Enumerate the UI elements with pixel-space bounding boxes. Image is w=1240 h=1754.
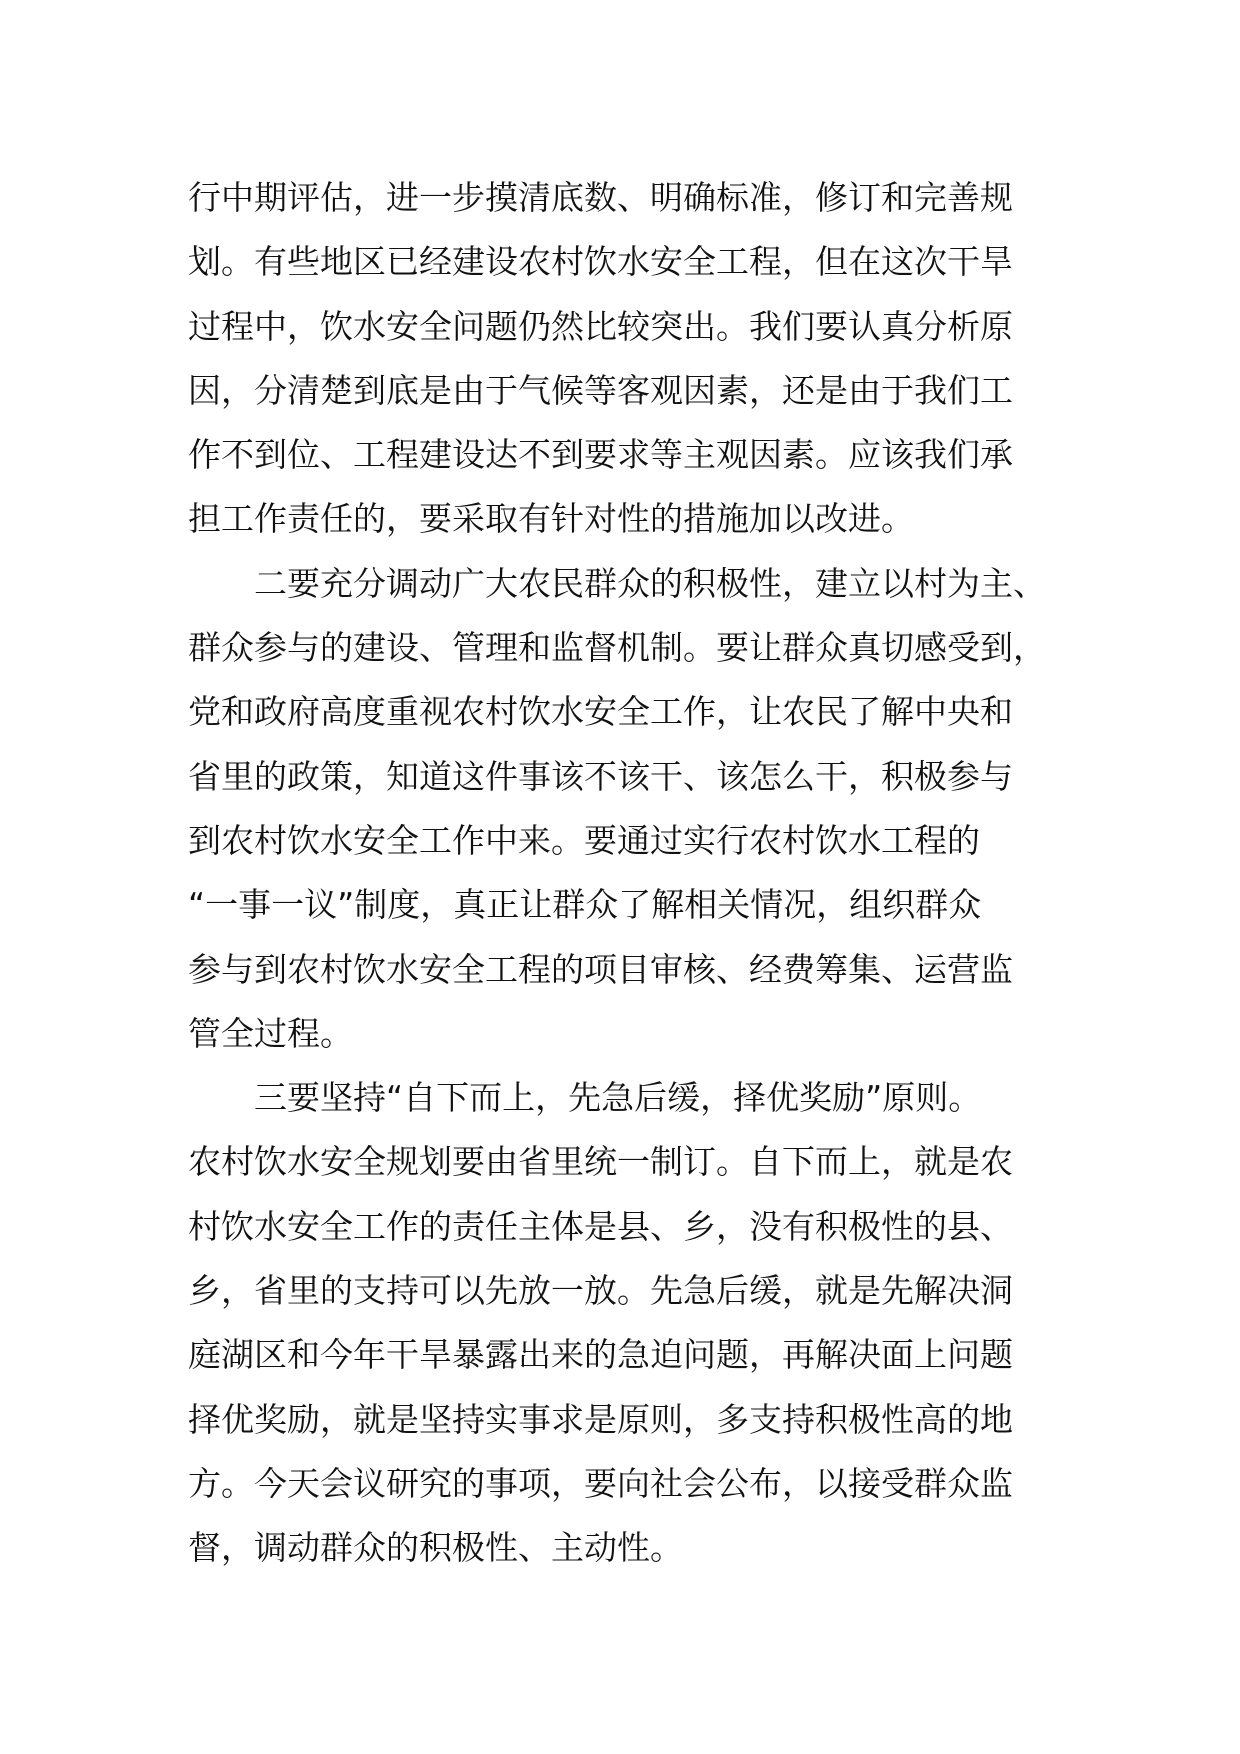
text-line: 管全过程。 <box>188 1013 353 1053</box>
text-line: 参与到农村饮水安全工程的项目审核、经费筹集、运营监 <box>188 949 1013 989</box>
text-line: 乡，省里的支持可以先放一放。先急后缓，就是先解决洞 <box>188 1271 1013 1311</box>
body-text <box>188 166 1078 1581</box>
text-line: 择优奖励，就是坚持实事求是原则，多支持积极性高的地 <box>188 1399 1013 1439</box>
text-line: 村饮水安全工作的责任主体是县、乡，没有积极性的县、 <box>188 1206 1013 1246</box>
paragraph-start-line: 三要坚持“自下而上，先急后缓，择优奖励”原则。 <box>254 1078 982 1118</box>
text-line: 庭湖区和今年干旱暴露出来的急迫问题，再解决面上问题 <box>188 1335 1013 1375</box>
text-line: 过程中，饮水安全问题仍然比较突出。我们要认真分析原 <box>188 306 1013 346</box>
text-line: 督，调动群众的积极性、主动性。 <box>188 1528 683 1568</box>
text-line: 省里的政策，知道这件事该不该干、该怎么干，积极参与 <box>188 756 1013 796</box>
text-line: 方。今天会议研究的事项，要向社会公布，以接受群众监 <box>188 1463 1013 1503</box>
text-line: 行中期评估，进一步摸清底数、明确标准，修订和完善规 <box>188 178 1013 217</box>
text-line: 党和政府高度重视农村饮水安全工作，让农民了解中央和 <box>188 692 1013 732</box>
text-line: 划。有些地区已经建设农村饮水安全工程，但在这次干旱 <box>188 242 1013 282</box>
paragraph-start-line: 二要充分调动广大农民群众的积极性，建立以村为主、 <box>254 563 1046 603</box>
text-line: 农村饮水安全规划要由省里统一制订。自下而上，就是农 <box>188 1142 1013 1182</box>
text-line: 因，分清楚到底是由于气候等客观因素，还是由于我们工 <box>188 370 1013 410</box>
text-line: “一事一议”制度，真正让群众了解相关情况，组织群众 <box>188 885 982 925</box>
text-line: 到农村饮水安全工作中来。要通过实行农村饮水工程的 <box>188 820 980 860</box>
text-line: 群众参与的建设、管理和监督机制。要让群众真切感受到， <box>188 628 1046 668</box>
text-line: 作不到位、工程建设达不到要求等主观因素。应该我们承 <box>188 435 1013 475</box>
text-line: 担工作责任的，要采取有针对性的措施加以改进。 <box>188 499 914 539</box>
